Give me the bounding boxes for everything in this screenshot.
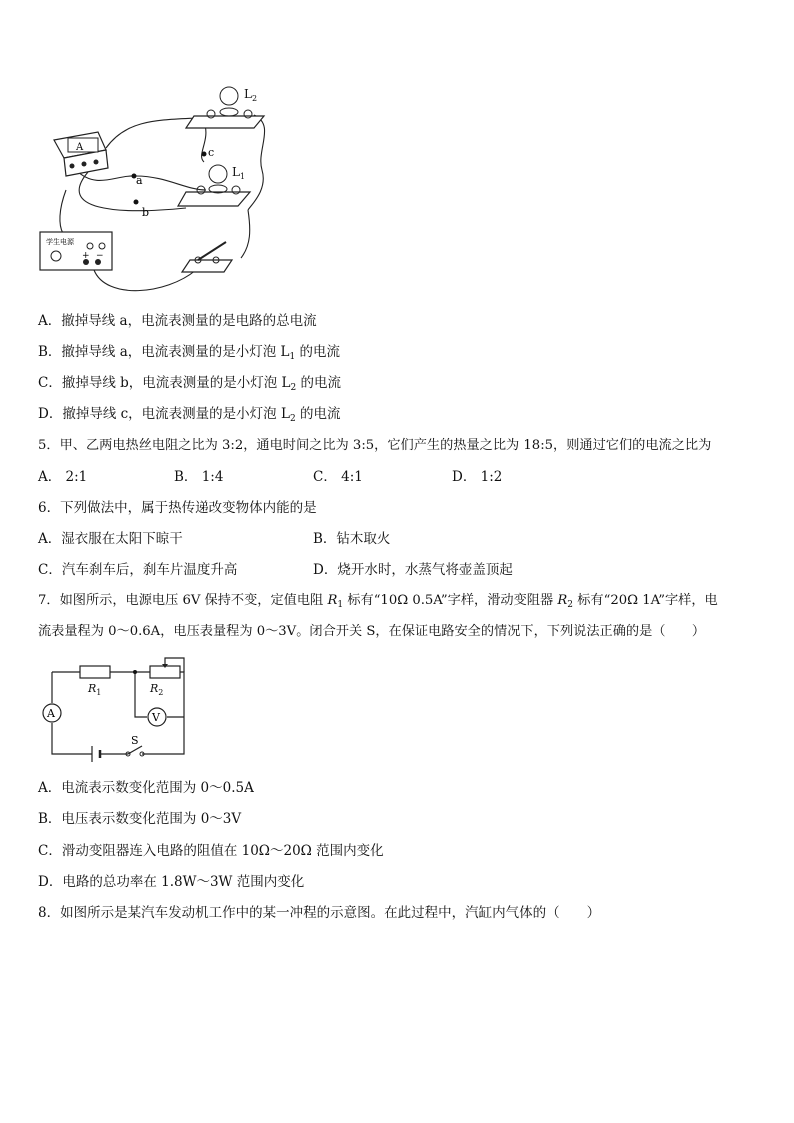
q7-voltmeter-letter: V bbox=[152, 711, 160, 724]
label-l2-sub: 2 bbox=[251, 94, 258, 103]
q4-option-a bbox=[38, 312, 317, 330]
q4-option-b-sub: 1 bbox=[289, 352, 296, 362]
q4-option-c bbox=[38, 374, 341, 397]
q7-option-c: C．滑动变阻器连入电路的阻值在 10Ω～20Ω 范围内变化 bbox=[38, 843, 384, 859]
q5-option-a: A． 2:1 bbox=[38, 469, 88, 485]
q7-circuit-diagram bbox=[38, 654, 198, 764]
q7-option-d: D．电路的总功率在 1.8W～3W 范围内变化 bbox=[38, 874, 305, 890]
svg-text:R2 bbox=[149, 682, 163, 697]
wire bbox=[106, 118, 196, 148]
q7-switch-label: S bbox=[131, 734, 139, 747]
q4-option-b-text: B．撤掉导线 a，电流表测量的是小灯泡 L bbox=[38, 344, 290, 360]
q7-stem-line1 bbox=[38, 592, 718, 614]
q7-r2-sub: 2 bbox=[567, 600, 574, 610]
q5-option-b: B． 1:4 bbox=[174, 469, 224, 485]
label-l2: L bbox=[244, 87, 252, 101]
q7-r2-symbol: R bbox=[557, 593, 568, 608]
q4-option-d-sub: 2 bbox=[289, 414, 296, 424]
q7-fig-r2: R bbox=[150, 682, 159, 695]
q5-stem: 5．甲、乙两电热丝电阻之比为 3:2，通电时间之比为 3:5，它们产生的热量之比为 18:5，则通过它们的电流之比为 bbox=[38, 438, 712, 453]
q6-option-b: B．钻木取火 bbox=[313, 531, 391, 547]
q6-option-c: C．汽车刹车后，刹车片温度升高 bbox=[38, 562, 238, 578]
q7-option-a: A．电流表示数变化范围为 0～0.5A bbox=[38, 780, 254, 796]
q4-option-a-text: A．撤掉导线 a，电流表测量的是电路的总电流 bbox=[38, 313, 317, 329]
q4-option-b-post: 的电流 bbox=[295, 344, 341, 360]
label-a: a bbox=[136, 174, 143, 187]
label-b: b bbox=[142, 206, 150, 219]
q7-option-b: B．电压表示数变化范围为 0～3V bbox=[38, 811, 242, 827]
supply-plus: + bbox=[82, 251, 90, 261]
label-l1: L bbox=[232, 165, 240, 179]
svg-text:L1 bbox=[232, 165, 245, 181]
q8-stem: 8．如图所示是某汽车发动机工作中的某一冲程的示意图。在此过程中，汽缸内气体的（ ） bbox=[38, 905, 601, 921]
q7-stem-part-b: 标有“10Ω 0.5A”字样，滑动变阻器 bbox=[343, 593, 558, 608]
svg-text:L2 bbox=[244, 87, 257, 103]
q5-option-d: D． 1:2 bbox=[452, 469, 503, 485]
label-l1-sub: 1 bbox=[239, 172, 246, 181]
label-c: c bbox=[208, 146, 215, 159]
supply-label: 学生电源 bbox=[46, 238, 74, 246]
bulb-l2-icon bbox=[220, 87, 238, 105]
q4-option-c-sub: 2 bbox=[290, 383, 297, 393]
q7-r1-sub: 1 bbox=[337, 600, 344, 610]
knife-switch-icon bbox=[182, 242, 232, 272]
q6-option-d: D．烧开水时，水蒸气将壶盖顶起 bbox=[313, 562, 513, 578]
q7-stem-part-c: 标有“20Ω 1A”字样，电 bbox=[573, 593, 718, 608]
q4-option-c-text: C．撤掉导线 b，电流表测量的是小灯泡 L bbox=[38, 375, 291, 391]
q4-option-b bbox=[38, 343, 340, 366]
q7-fig-r1-sub: 1 bbox=[96, 688, 102, 697]
q7-ammeter-letter: A bbox=[47, 707, 55, 720]
ammeter-device-icon bbox=[54, 132, 108, 176]
q4-option-d-text: D．撤掉导线 c，电流表测量的是小灯泡 L bbox=[38, 406, 290, 422]
q6-stem: 6．下列做法中，属于热传递改变物体内能的是 bbox=[38, 500, 317, 516]
q4-option-d bbox=[38, 405, 340, 428]
q7-stem-line2: 流表量程为 0～0.6A，电压表量程为 0～3V。闭合开关 S，在保证电路安全的情况下，下列说法正确的是（ ） bbox=[38, 624, 706, 639]
q7-fig-r2-sub: 2 bbox=[158, 688, 164, 697]
q4-option-c-post: 的电流 bbox=[296, 375, 342, 391]
q7-stem-part-a: 7．如图所示，电源电压 6V 保持不变，定值电阻 bbox=[38, 593, 328, 608]
supply-minus: − bbox=[96, 251, 104, 261]
q6-option-a: A．湿衣服在太阳下晾干 bbox=[38, 531, 183, 547]
q4-option-d-post: 的电流 bbox=[295, 406, 341, 422]
circuit-photo-figure bbox=[36, 80, 286, 300]
bulb-l1-icon bbox=[209, 165, 227, 183]
q7-fig-r1: R bbox=[88, 682, 97, 695]
meter-letter: A bbox=[76, 142, 84, 153]
q5-option-c: C． 4:1 bbox=[313, 469, 363, 485]
q7-r1-symbol: R bbox=[327, 593, 338, 608]
svg-text:R1 bbox=[87, 682, 101, 697]
